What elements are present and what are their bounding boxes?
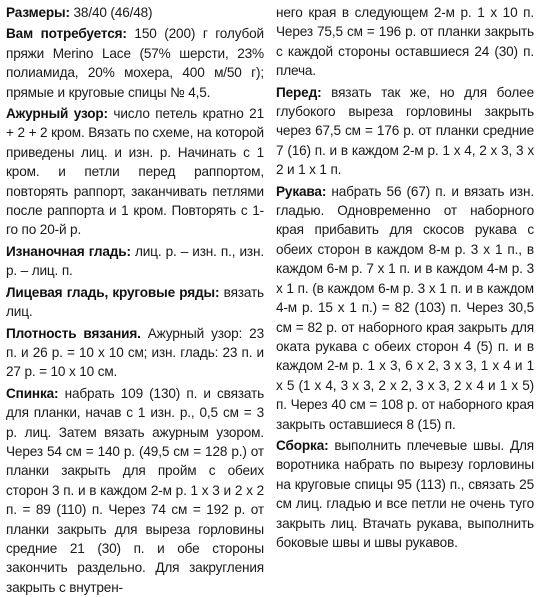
section-back xyxy=(6,384,264,597)
section-materials xyxy=(6,24,264,102)
section-text: выполнить плечевые швы. Для воротника набрать по вырезу горловины на круговые спицы 95 (113) п., связать 25 см лиц. гладью и все петли не очень туго закрыть лиц. Втачать рукава, выполнить боковые швы и швы рукавов. xyxy=(276,437,534,550)
section-text: набрать 109 (130) п. и связать для планки, начав с 1 изн. р., 0,5 см = 3 р. лиц. Затем вязать ажурным узором. Через 54 см = 140 р. (49,5 см = 128 р.) от планки закрыть для пройм с обеих сторон 3 п. и в каждом 2-м р. 1 х 3 и 2 х 2 п. = 89 (110) п. Через 74 см = 192 р. от планки закрыть для выреза горловины средние 21 (30) п. и обе стороны закончить раздельно. Для закругления закрыть с внутрен- xyxy=(6,385,264,595)
section-back-continued xyxy=(276,3,534,81)
section-heading: Лицевая гладь, круговые ряды: xyxy=(6,284,220,300)
section-heading: Ажурный узор: xyxy=(6,106,108,122)
section-text: вязать лиц. xyxy=(6,284,264,320)
section-text: него края в следующем 2-м р. 1 х 10 п. Через 75,5 см = 196 р. от планки закрыть с каждой стороны оставшиеся 24 (30) п. плеча. xyxy=(276,5,534,79)
section-reverse-stockinette xyxy=(6,242,264,281)
section-lace-pattern xyxy=(6,104,264,240)
section-heading: Сборка: xyxy=(276,437,329,453)
section-heading: Плотность вязания. xyxy=(6,325,141,341)
section-text: число петель кратно 21 + 2 + 2 кром. Вязать по схеме, на которой приведены лиц. и изн. р. Начинать с 1 кром. и петли перед раппортом, повторять раппорт, заканчивать петлями после раппорта и 1 кром. Повторять с 1-го по 20-й р. xyxy=(6,106,264,238)
section-front xyxy=(276,83,534,180)
section-text: 150 (200) г голубой пряжи Merino Lace (57% шерсти, 23% полиамида, 20% мохера, 400 м/50 г); прямые и круговые спицы № 4,5. xyxy=(6,26,264,100)
section-heading: Рукава: xyxy=(276,183,327,199)
section-stockinette-round xyxy=(6,283,264,322)
section-text: вязать так же, но для более глубокого выреза горловины закрыть через 67,5 см = 176 р. от планки средние 7 (16) п. и в каждом 2-м р. 1 х 4, 2 х 3, 3 х 2 и 1 х 1 п. xyxy=(276,84,534,178)
left-column xyxy=(6,3,264,595)
section-heading: Спинка: xyxy=(6,385,59,401)
section-heading: Изнаночная гладь: xyxy=(6,243,131,259)
section-text: лиц. р. – изн. п., изн. р. – лиц. п. xyxy=(6,243,264,279)
section-gauge xyxy=(6,324,264,382)
right-column xyxy=(276,3,534,595)
section-sizes xyxy=(6,3,264,22)
section-heading: Размеры: xyxy=(6,5,70,20)
section-text: Ажурный узор: 23 п. и 26 р. = 10 х 10 см; изн. гладь: 23 п. и 27 р. = 10 х 10 см. xyxy=(6,325,264,380)
section-heading: Перед: xyxy=(276,84,322,100)
section-text: 38/40 (46/48) xyxy=(69,5,153,20)
section-heading: Вам потребуется: xyxy=(6,26,127,42)
section-assembly xyxy=(276,436,534,552)
section-sleeves xyxy=(276,182,534,434)
section-text: набрать 56 (67) п. и вязать изн. гладью. Одновременно от наборного края прибавить для скосов рукава с обеих сторон в каждом 8-м р. 3 х 1 п., в каждом 6-м р. 7 х 1 п. и в каждом 4-м р. 3 х 1 п. (в каждом 6-м р. 3 х 1 п. и в каждом 4-м р. 15 х 1 п.) = 82 (103) п. Через 30,5 см = 82 р. от наборного края закрыть для оката рукава с обеих сторон 4 (5) п. и в каждом 2-м р. 1 х 3, 6 х 2, 3 х 3, 1 х 4 и 1 х 5 (1 х 4, 3 х 3, 2 х 2, 3 х 3, 2 х 4 и 1 х 5) п. Через 40 см = 108 р. от наборного края закрыть оставшиеся 8 (15) п. xyxy=(276,183,534,432)
